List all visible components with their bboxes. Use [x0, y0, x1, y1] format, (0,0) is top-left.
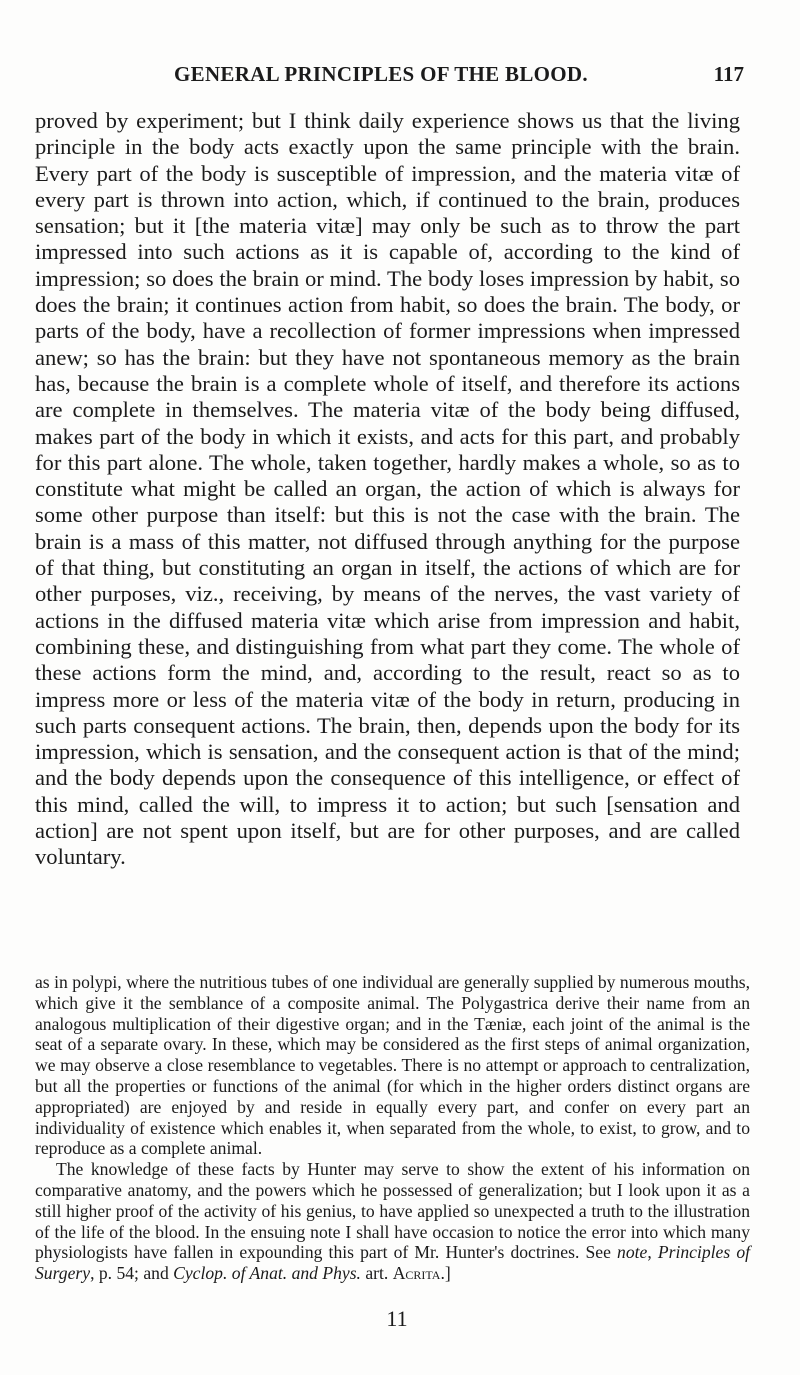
signature-mark	[0, 1306, 800, 1332]
footnote-article-name: Acrita.]	[392, 1263, 451, 1284]
footnote-paragraph-1: as in polypi, where the nutritious tubes of one individual are generally supplied by numerous mouths, which give it the semblance of a composite animal. The Polygastrica derive their name from an analogous multiplication of their digestive organ; and in the Tæniæ, each joint of the animal is the seat of a separate ovary. In these, which may be considered as the first steps of animal organization, we may observe a close resemblance to vegetables. There is no attempt or approach to centralization, but all the properties or functions of the animal (for which in the higher orders distinct organs are appropriated) are enjoyed by and reside in equally every part, and confer on every part an individuality of existence which enables it, when separated from the whole, to exist, to grow, and to reproduce as a complete animal.	[35, 972, 750, 1159]
footnote-note-ref: note	[617, 1242, 648, 1263]
footnote-text: The knowledge of these facts by Hunter may serve to show the extent of his information on comparative anatomy, and the powers which he possessed of generalization; but I look upon it as a still higher proof of the activity of his genius, to have applied so unexpected a truth to the illustration of the life of the blood. In the ensuing note I shall have occasion to notice the error into which many physiologists have fallen in expounding this part of Mr. Hunter's doctrines. See	[35, 1159, 750, 1263]
footnote-book-title-1: Principles of Surgery	[35, 1242, 751, 1284]
footnote-book-title-2: Cyclop. of Anat. and Phys.	[173, 1263, 361, 1284]
signature-mark-text: 11	[386, 1306, 408, 1331]
footnote-paragraph-2	[35, 1159, 750, 1284]
footnote-reference-1: , p. 54; and	[90, 1263, 174, 1284]
footnote	[35, 972, 750, 1284]
footnote-reference-2: art.	[360, 1263, 393, 1284]
running-head	[36, 62, 744, 92]
main-paragraph: proved by experiment; but I think daily experience shows us that the living principle in the body acts exactly upon the same principle with the brain. Every part of the body is susceptible of impression, and the materia vitæ of every part is thrown into action, which, if continued to the brain, produces sensation; but it [the materia vitæ] may only be such as to throw the part impressed into such actions as it is capable of, according to the kind of impression; so does the brain or mind. The body loses impression by habit, so does the brain; it continues action from habit, so does the brain. The body, or parts of the body, have a recollection of former impressions when impressed anew; so has the brain: but they have not spontaneous memory as the brain has, because the brain is a complete whole of itself, and therefore its actions are complete in themselves. The materia vitæ of the body being diffused, makes part of the body in which it exists, and acts for this part, and probably for this part alone. The whole, taken together, hardly makes a whole, so as to constitute what might be called an organ, the action of which is always for some other purpose than itself: but this is not the case with the brain. The brain is a mass of this matter, not diffused through anything for the purpose of that thing, but constituting an organ in itself, the actions of which are for other purposes, viz., receiving, by means of the nerves, the vast variety of actions in the diffused materia vitæ which arise from impression and habit, combining these, and distinguishing from what part they come. The whole of these actions form the mind, and, according to the result, react so as to impress more or less of the materia vitæ of the body in return, producing in such parts consequent actions. The brain, then, depends upon the body for its impression, which is sensation, and the consequent action is that of the mind; and the body depends upon the consequence of this intelligence, or effect of this mind, called the will, to impress it to action; but such [sensation and action] are not spent upon itself, but are for other purposes, and are called voluntary.	[35, 108, 740, 870]
running-head-title: GENERAL PRINCIPLES OF THE BLOOD.	[174, 62, 588, 86]
footnote-separator: ,	[647, 1242, 658, 1263]
page-number: 117	[713, 62, 744, 86]
